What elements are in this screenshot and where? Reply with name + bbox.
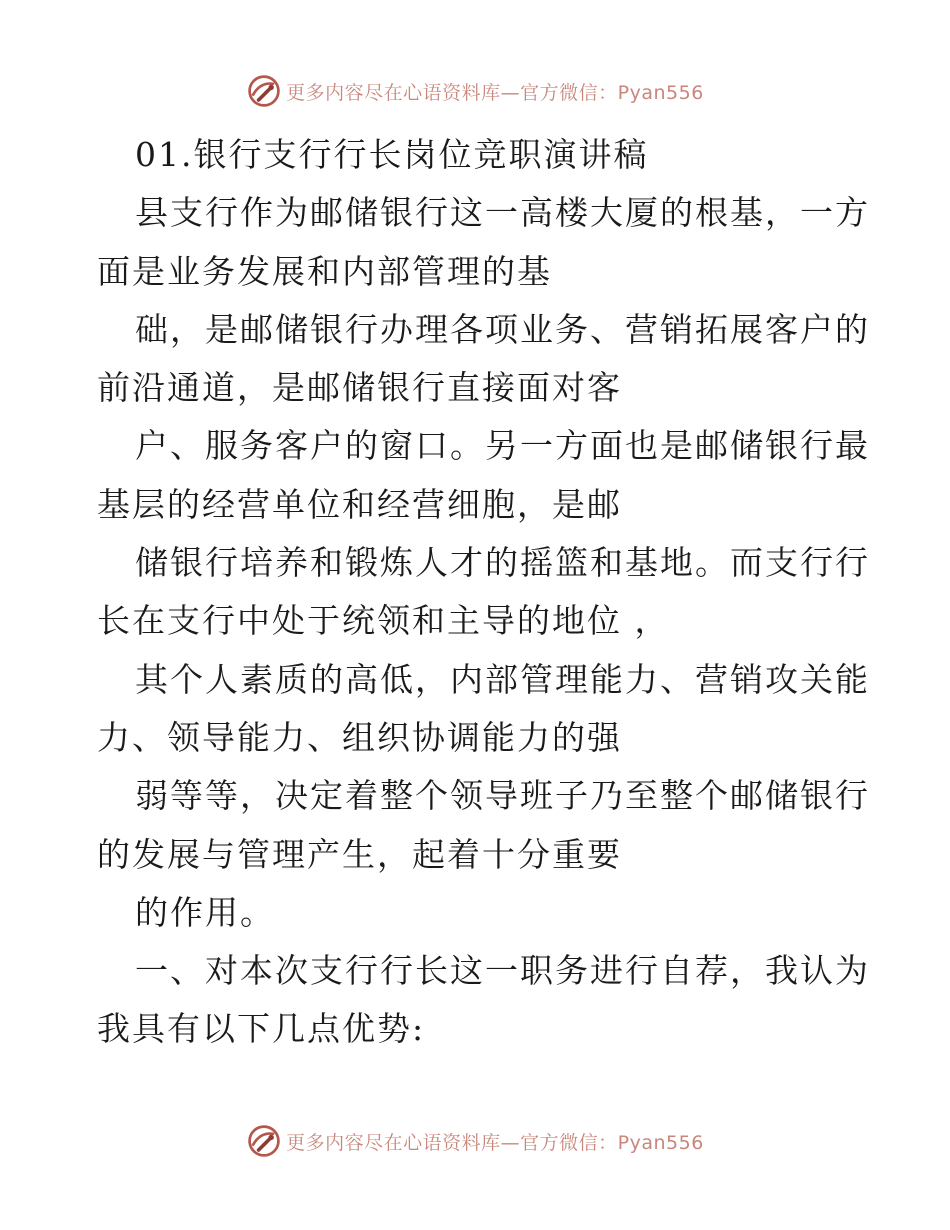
paragraph-line: 基层的经营单位和经营细胞，是邮: [97, 484, 622, 524]
paragraph-line: 长在支行中处于统领和主导的地位 ，: [97, 601, 670, 641]
footer-banner: [0, 1118, 950, 1164]
header-banner-text: 更多内容尽在心语资料库—官方微信：Pyan556: [286, 81, 704, 104]
paragraph-line: 力、领导能力、组织协调能力的强: [97, 717, 622, 757]
header-banner: [0, 68, 950, 114]
logo-icon: [246, 73, 282, 109]
document-title: 01.银行支行行长岗位竞职演讲稿: [135, 135, 649, 174]
logo-icon: [246, 1123, 282, 1159]
paragraph-line: 县支行作为邮储银行这一高楼大厦的根基，一方: [135, 193, 870, 233]
footer-banner-text: 更多内容尽在心语资料库—官方微信：Pyan556: [286, 1131, 704, 1154]
paragraph-line: 储银行培养和锻炼人才的摇篮和基地。而支行行: [135, 543, 870, 583]
paragraph-line: 的发展与管理产生，起着十分重要: [97, 834, 622, 874]
paragraph-line: 一、对本次支行行长这一职务进行自荐，我认为: [135, 951, 870, 991]
paragraph-line: 户、服务客户的窗口。另一方面也是邮储银行最: [135, 426, 870, 466]
paragraph-line: 面是业务发展和内部管理的基: [97, 251, 552, 291]
document-body: [97, 126, 870, 1059]
paragraph-line: 础，是邮储银行办理各项业务、营销拓展客户的: [135, 309, 870, 349]
paragraph-line: 前沿通道，是邮储银行直接面对客: [97, 368, 622, 408]
paragraph-line: 其个人素质的高低，内部管理能力、营销攻关能: [135, 659, 870, 699]
paragraph-line: 我具有以下几点优势:: [97, 1009, 426, 1049]
paragraph-line: 的作用。: [135, 892, 275, 932]
paragraph-line: 弱等等，决定着整个领导班子乃至整个邮储银行: [135, 776, 870, 816]
